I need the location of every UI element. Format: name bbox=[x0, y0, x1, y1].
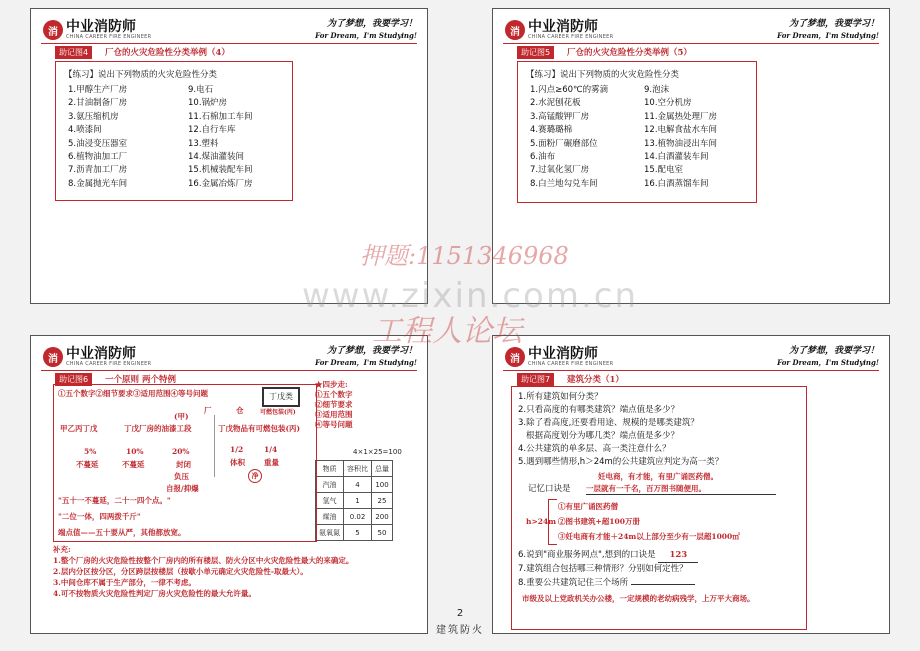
mnemonic-line-1: 妊电商，有才能，有里广诵医药僧。 bbox=[598, 472, 718, 481]
table-cell: 0.02 bbox=[344, 509, 372, 525]
table-cell: 汽油 bbox=[316, 477, 344, 493]
seal-line: 封闭 bbox=[176, 460, 191, 469]
list-right bbox=[188, 84, 253, 191]
quote-2: "二位一体，四两拨千斤" bbox=[58, 512, 141, 521]
list-item: 10.空分机房 bbox=[644, 98, 692, 109]
table-cell: 4 bbox=[344, 477, 372, 493]
supplement bbox=[53, 544, 423, 599]
header-rule bbox=[41, 370, 417, 371]
question: 根据高度划分为哪几类？端点值是多少？ bbox=[526, 431, 680, 441]
cang-label: 仓 bbox=[236, 406, 244, 415]
step-item: ③适用范围 bbox=[315, 410, 353, 419]
seal-line: 自报/抑爆 bbox=[166, 484, 199, 493]
question-6: 6.说到"商业服务网点",想到的口诀是 bbox=[518, 550, 656, 560]
slide-title: 厂仓的火灾危险性分类举例（4） bbox=[105, 48, 230, 58]
exercise-title: 【练习】说出下列物质的火灾危险性分类 bbox=[64, 70, 218, 80]
header-rule bbox=[503, 43, 879, 44]
step-item: ①五个数字 bbox=[315, 390, 353, 399]
list-right bbox=[644, 84, 717, 191]
brand-name2: 消防师 bbox=[94, 19, 136, 35]
bottom-mnemonic: 市级及以上党政机关办公楼，一定规模的老幼病残学，上万平大商场。 bbox=[522, 594, 755, 603]
list-item: 6.植物油加工厂 bbox=[68, 152, 128, 163]
table-cell: 200 bbox=[372, 509, 393, 525]
fire-logo-icon: 消 bbox=[43, 20, 63, 40]
substance-table bbox=[315, 460, 393, 541]
list-item: 3.氨压缩机房 bbox=[68, 111, 119, 122]
question: 3.除了看高度,还要看用途、规模的是哪类建筑？ bbox=[518, 418, 699, 428]
list-item: 5.面粉厂碾磨部位 bbox=[530, 138, 598, 149]
four-steps-title: ★四步走: bbox=[315, 380, 348, 389]
exercise-box bbox=[55, 61, 293, 201]
divider bbox=[214, 415, 215, 477]
watermark-url: www.zixin.com.cn bbox=[302, 276, 638, 316]
jia-label: (甲) bbox=[174, 412, 189, 421]
height-item: ③妊电商有才能＋24m以上部分至少有一层超1000㎡ bbox=[558, 532, 740, 541]
brand-sub: CHINA CAREER FIRE ENGINEER bbox=[528, 361, 614, 367]
slide-tag: 助记图7 bbox=[517, 373, 554, 386]
slogan-cn: 为了梦想，我要学习！ bbox=[326, 346, 417, 356]
height-item: ②图书建筑+超100万册 bbox=[558, 517, 640, 526]
list-item: 10.锅炉房 bbox=[188, 98, 228, 109]
slide-tag: 助记图4 bbox=[55, 46, 92, 59]
brand-name: 中业 bbox=[528, 346, 556, 362]
brand-logo bbox=[43, 17, 151, 43]
list-item: 4.喷漆间 bbox=[68, 125, 102, 136]
quote-1: "五十一不蔓延，二十一四个点。" bbox=[58, 496, 171, 505]
fire-logo-icon: 消 bbox=[505, 20, 525, 40]
list-item: 16.白酒蒸馏车间 bbox=[644, 178, 709, 189]
table-row bbox=[316, 525, 393, 541]
height-item: ①有里广诵医药僧 bbox=[558, 502, 618, 511]
list-item: 3.高锰酸钾厂房 bbox=[530, 111, 590, 122]
question-list bbox=[518, 391, 802, 469]
endpoint-rule: 端点值——五十要从严，其他都放宽。 bbox=[58, 528, 186, 537]
list-item: 11.石棉加工车间 bbox=[188, 111, 253, 122]
slogan-en: For Dream，I'm Studying! bbox=[777, 358, 879, 367]
rule-box bbox=[53, 384, 317, 542]
ratio-quarter: 1/4 bbox=[264, 445, 278, 454]
list-item: 13.塑料 bbox=[188, 138, 219, 149]
ratio-weight: 重量 bbox=[264, 458, 279, 467]
memo-label: 记忆口诀是 bbox=[528, 484, 571, 494]
slogan-cn: 为了梦想，我要学习！ bbox=[788, 346, 879, 356]
list-item: 5.油浸变压器室 bbox=[68, 138, 128, 149]
list-item: 11.金属热处理厂房 bbox=[644, 111, 718, 122]
question-8: 8.重要公共建筑记住三个场所 bbox=[518, 578, 629, 588]
table-header: 物质 bbox=[316, 461, 344, 477]
brand-name2: 消防师 bbox=[556, 19, 598, 35]
bracket bbox=[548, 499, 557, 545]
header-rule bbox=[503, 370, 879, 371]
col-ding-wu-ware: 丁戊物品有可燃包装(丙) bbox=[218, 424, 301, 433]
question: 4.公共建筑的单多层、高一类注意什么？ bbox=[518, 444, 671, 454]
col-ding-wu: 丁戊厂房的油漆工段 bbox=[124, 424, 192, 433]
chang-label: 厂 bbox=[204, 406, 212, 415]
slide-tag: 助记图6 bbox=[55, 373, 92, 386]
fire-logo-icon: 消 bbox=[43, 347, 63, 367]
brand-name: 中业 bbox=[66, 19, 94, 35]
step-item: ④等号问题 bbox=[315, 420, 353, 429]
formula: 4×1×25=100 bbox=[353, 448, 402, 456]
table-row bbox=[316, 477, 393, 493]
slide-title: 一个原则 两个特例 bbox=[105, 375, 176, 385]
slogan-en: For Dream，I'm Studying! bbox=[777, 31, 879, 40]
slide-title: 厂仓的火灾危险性分类举例（5） bbox=[567, 48, 692, 58]
pct-20: 20% bbox=[172, 447, 190, 456]
table-cell: 5 bbox=[344, 525, 372, 541]
list-item: 12.自行车库 bbox=[188, 125, 236, 136]
mnemonic-line-2: 一层就有一千名，百万图书随便用。 bbox=[586, 483, 776, 495]
answer-blank bbox=[631, 584, 695, 585]
page-number: 2 bbox=[456, 608, 464, 619]
ratio-volume: 体积 bbox=[230, 458, 245, 467]
ding-wu-box: 丁戊类 bbox=[262, 387, 300, 407]
list-item: 1.闪点≥60℃的雾滴 bbox=[530, 85, 609, 95]
slide-title: 建筑分类（1） bbox=[567, 375, 624, 385]
supplement-item: 2.层内分区按分区，分区跨层按楼层（按歇小单元确定火灾危险性-取最大）。 bbox=[53, 567, 308, 576]
question-7: 7.建筑组合包括哪三种情形？分别如何定性？ bbox=[518, 564, 688, 574]
brand-sub: CHINA CAREER FIRE ENGINEER bbox=[66, 361, 152, 367]
list-item: 14.煤油灌装间 bbox=[188, 152, 245, 163]
brand-name: 中业 bbox=[66, 346, 94, 362]
brand-sub: CHINA CAREER FIRE ENGINEER bbox=[528, 34, 614, 40]
slogan bbox=[315, 19, 417, 41]
brand-name: 中业 bbox=[528, 19, 556, 35]
slide-tag: 助记图5 bbox=[517, 46, 554, 59]
supplement-item: 1.整个厂房的火灾危险性按整个厂房内的所有楼层、防火分区中火灾危险性最大的来确定。 bbox=[53, 556, 354, 565]
header-rule bbox=[41, 43, 417, 44]
table-cell: 氢气 bbox=[316, 493, 344, 509]
list-item: 12.电解食盐水车间 bbox=[644, 125, 718, 136]
list-item: 4.赛璐璐棉 bbox=[530, 125, 573, 136]
ding-wu-note: 可燃包装(丙) bbox=[260, 409, 296, 416]
question bbox=[518, 577, 695, 590]
watermark-phone: 押题:1151346968 bbox=[360, 242, 569, 270]
page-caption: 建筑防火 bbox=[436, 625, 484, 636]
list-item: 14.白酒灌装车间 bbox=[644, 152, 709, 163]
col-jia-yi: 甲乙丙丁戊 bbox=[60, 424, 98, 433]
list-item: 16.金属冶炼厂房 bbox=[188, 178, 253, 189]
supplement-item: 4.可不按物质火灾危险性判定厂房火灾危险性的最大允许量。 bbox=[53, 589, 256, 598]
not-spread: 不蔓延 bbox=[76, 460, 99, 469]
table-row bbox=[316, 509, 393, 525]
slide-6 bbox=[30, 335, 428, 634]
not-spread: 不蔓延 bbox=[122, 460, 145, 469]
pct-10: 10% bbox=[126, 447, 144, 456]
slogan-cn: 为了梦想，我要学习！ bbox=[326, 19, 417, 29]
table-cell: 煤油 bbox=[316, 509, 344, 525]
brand-logo bbox=[505, 17, 613, 43]
list-item: 2.水泥刨花板 bbox=[530, 98, 581, 109]
slogan bbox=[777, 346, 879, 368]
list-item: 7.沥青加工厂房 bbox=[68, 165, 128, 176]
slogan-en: For Dream，I'm Studying! bbox=[315, 31, 417, 40]
slide-7 bbox=[492, 335, 890, 634]
question: 1.所有建筑如何分类？ bbox=[518, 392, 603, 402]
seal-line: 负压 bbox=[174, 472, 189, 481]
fire-logo-icon: 消 bbox=[505, 347, 525, 367]
step-item: ②细节要求 bbox=[315, 400, 353, 409]
brand-name2: 消防师 bbox=[94, 346, 136, 362]
table-cell: 25 bbox=[372, 493, 393, 509]
pct-5: 5% bbox=[84, 447, 97, 456]
exercise-title: 【练习】说出下列物质的火灾危险性分类 bbox=[526, 70, 680, 80]
table-row bbox=[316, 493, 393, 509]
ratio-half: 1/2 bbox=[230, 445, 244, 454]
supplement-item: 3.中间仓库不属于生产部分，一律不考虑。 bbox=[53, 578, 196, 587]
table-header: 总量 bbox=[372, 461, 393, 477]
rule-steps-line: ①五个数字②细节要求③适用范围④等号问题 bbox=[58, 389, 208, 398]
table-cell: 氨氧氮 bbox=[316, 525, 344, 541]
four-steps bbox=[315, 380, 353, 430]
list-item: 7.过氧化氢厂房 bbox=[530, 165, 590, 176]
list-item: 1.甲醇生产厂房 bbox=[68, 85, 128, 95]
table-header-row bbox=[316, 461, 393, 477]
exercise-box bbox=[517, 61, 757, 203]
question-box bbox=[511, 386, 807, 630]
supplement-title: 补充: bbox=[53, 545, 71, 554]
list-left bbox=[68, 84, 127, 191]
list-item: 8.白兰地勾兑车间 bbox=[530, 178, 598, 189]
question: 2.只看高度的有哪类建筑？端点值是多少？ bbox=[518, 405, 680, 415]
list-left bbox=[530, 84, 608, 191]
brand-sub: CHINA CAREER FIRE ENGINEER bbox=[66, 34, 152, 40]
table-cell: 100 bbox=[372, 477, 393, 493]
slogan-cn: 为了梦想，我要学习！ bbox=[788, 19, 879, 29]
table-cell: 1 bbox=[344, 493, 372, 509]
slogan-en: For Dream，I'm Studying! bbox=[315, 358, 417, 367]
list-item: 13.植物油浸出车间 bbox=[644, 138, 718, 149]
list-item: 8.金属抛光车间 bbox=[68, 178, 128, 189]
question: 5.遇到哪些情形,h＞24m的公共建筑应判定为高一类？ bbox=[518, 457, 724, 467]
brand-name2: 消防师 bbox=[556, 346, 598, 362]
height-items bbox=[558, 499, 740, 544]
table-header: 容积比 bbox=[344, 461, 372, 477]
list-item: 2.甘油制备厂房 bbox=[68, 98, 128, 109]
list-item: 15.机械装配车间 bbox=[188, 165, 253, 176]
net-circle: 净 bbox=[248, 469, 262, 483]
answer-123: 123 bbox=[658, 549, 698, 563]
list-item: 6.油布 bbox=[530, 152, 556, 163]
question bbox=[518, 549, 698, 563]
table-cell: 50 bbox=[372, 525, 393, 541]
slogan bbox=[777, 19, 879, 41]
brand-logo bbox=[43, 344, 151, 370]
height-label: h>24m bbox=[526, 517, 557, 526]
list-item: 9.泡沫 bbox=[644, 85, 670, 95]
list-item: 15.配电室 bbox=[644, 165, 684, 176]
list-item: 9.电石 bbox=[188, 85, 214, 95]
watermark-forum: 工程人论坛 bbox=[372, 314, 522, 349]
